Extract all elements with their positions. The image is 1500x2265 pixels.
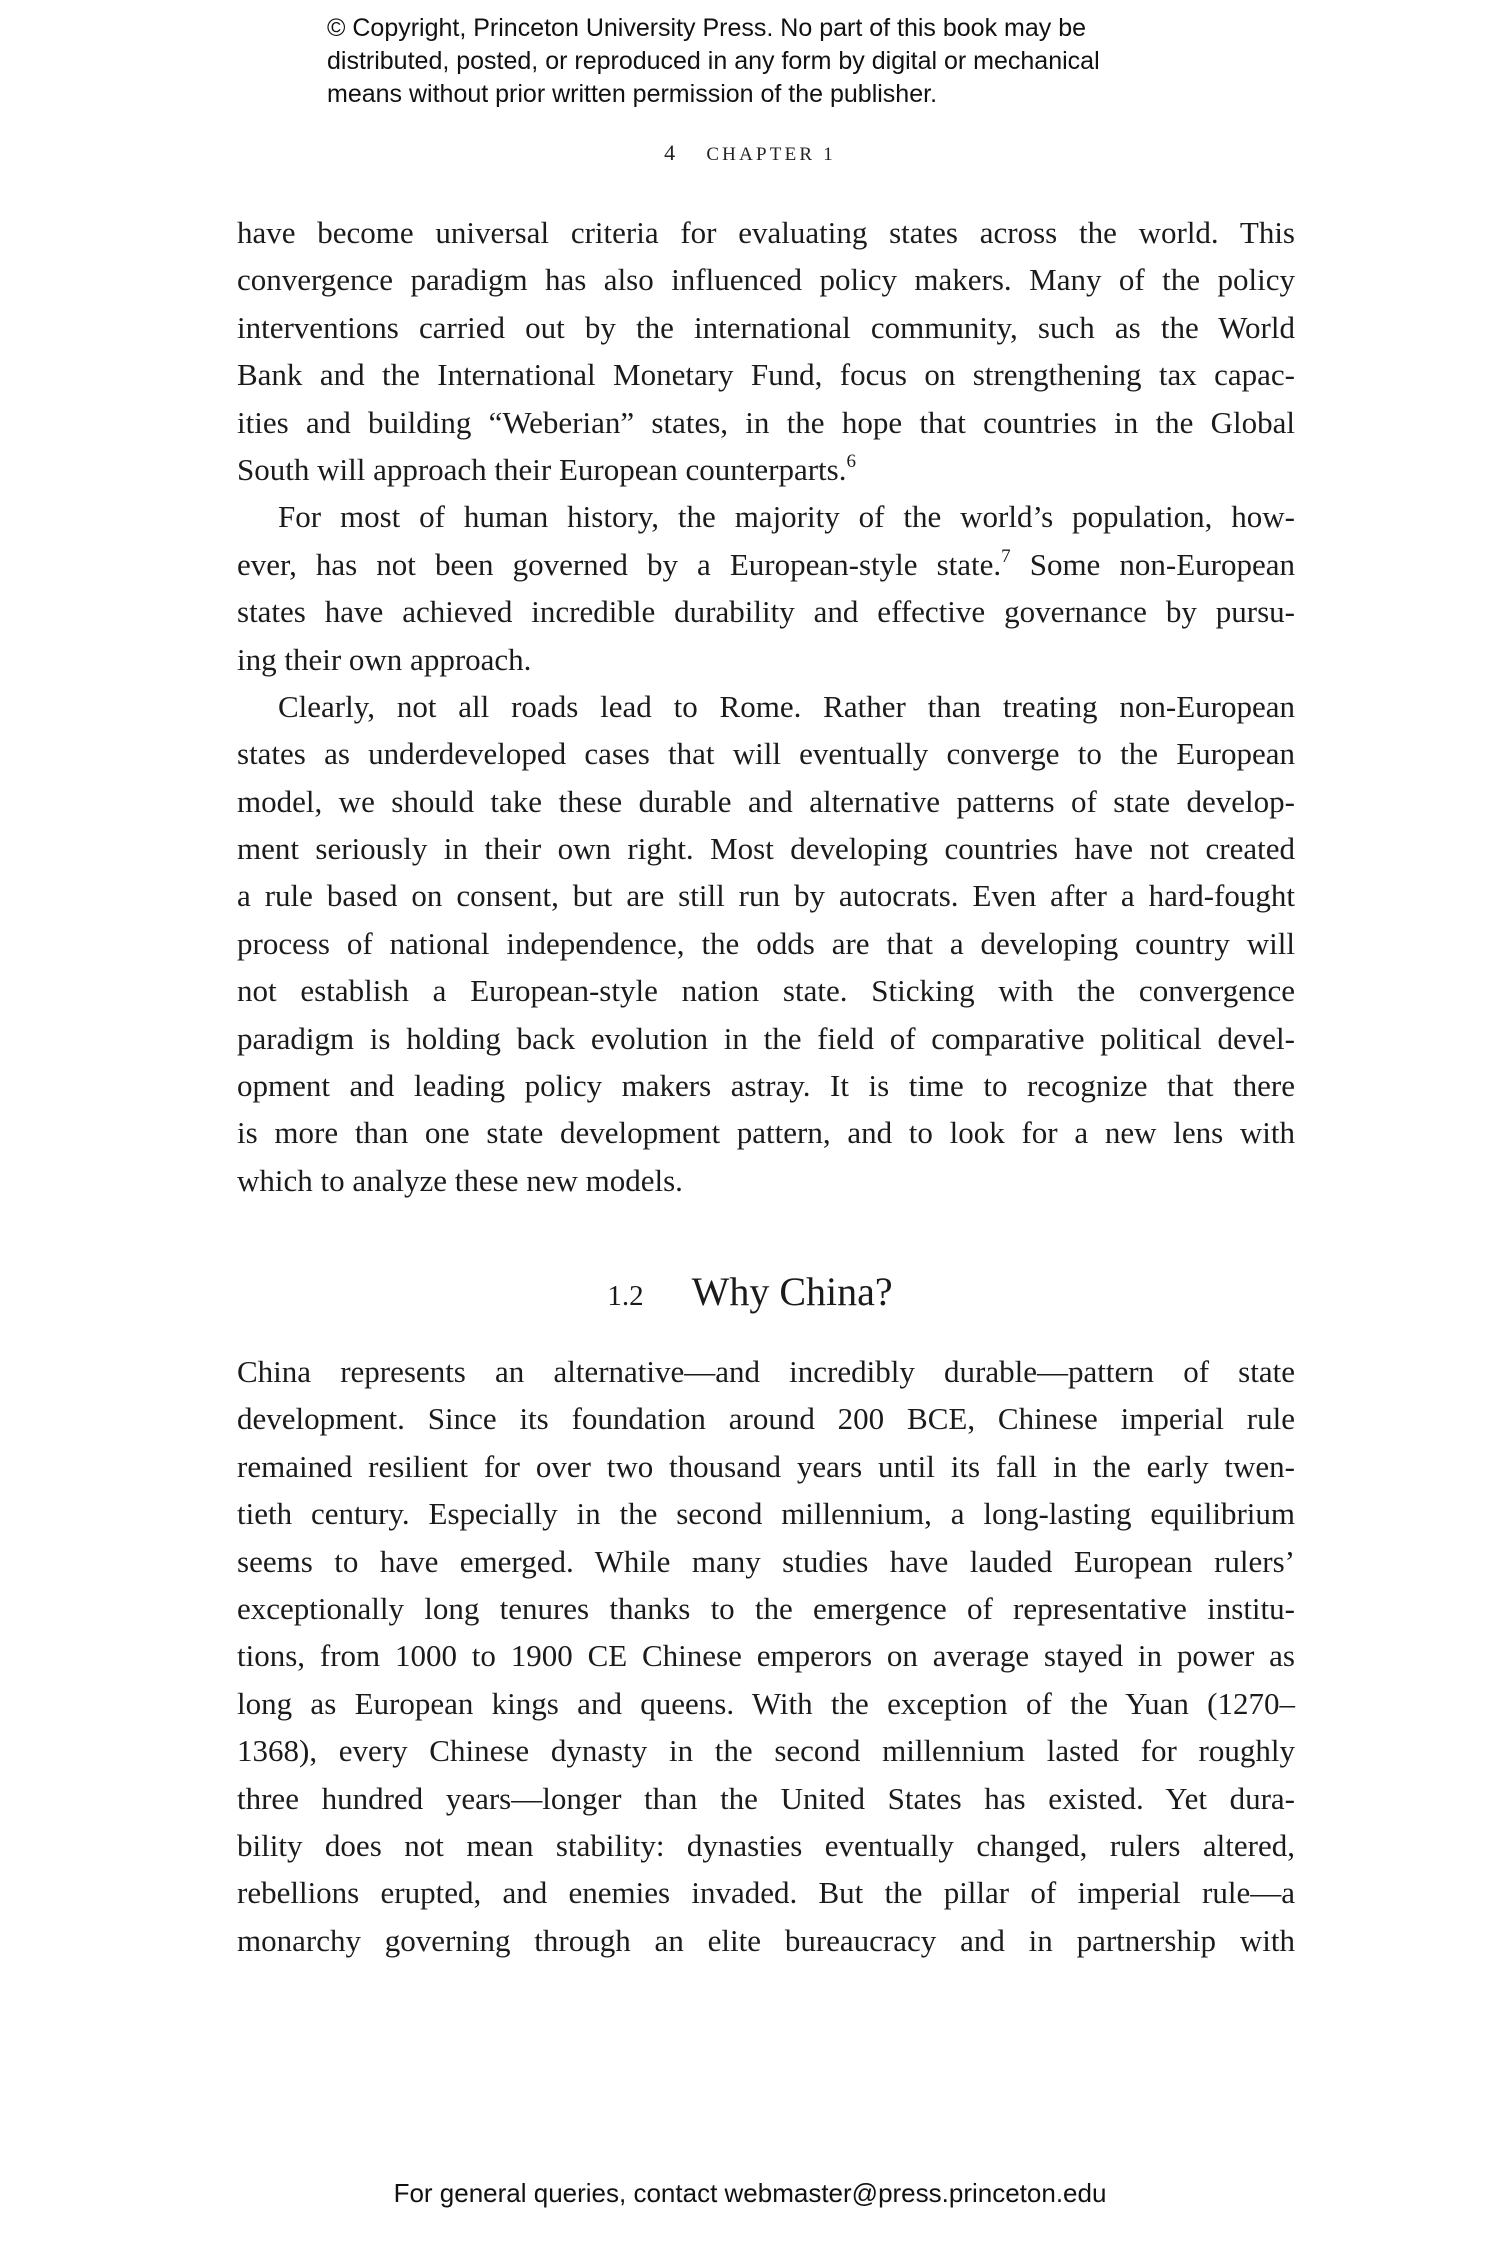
line-text: South will approach their European counterparts. <box>237 451 847 487</box>
running-head <box>0 138 1500 170</box>
copyright-line: means without prior written permission of the publisher. <box>327 80 938 108</box>
text-line: model, we should take these durable and alternative patterns of state develop- <box>237 783 1295 819</box>
text-line: bility does not mean stability: dynasties eventually changed, rulers altered, <box>237 1827 1295 1863</box>
paragraph <box>237 209 1295 493</box>
text-line <box>237 541 1295 588</box>
text-line: have become universal criteria for evaluating states across the world. This <box>237 215 1295 250</box>
footnote-ref-7[interactable]: 7 <box>1001 545 1011 567</box>
text-line: a rule based on consent, but are still run by autocrats. Even after a hard-fought <box>237 878 1295 914</box>
text-line: seems to have emerged. While many studies have lauded European rulers’ <box>237 1543 1295 1579</box>
section-title: Why China? <box>691 1269 893 1314</box>
text-line: rebellions erupted, and enemies invaded. But the pillar of imperial rule—a <box>237 1875 1295 1911</box>
text-line: convergence paradigm has also influenced policy makers. Many of the policy <box>237 262 1295 298</box>
copyright-line: © Copyright, Princeton University Press. No part of this book may be <box>327 14 1087 42</box>
text-line: development. Since its foundation around 200 BCE, Chinese imperial rule <box>237 1401 1295 1437</box>
text-line: exceptionally long tenures thanks to the emergence of representative institu- <box>237 1590 1295 1626</box>
chapter-label: CHAPTER 1 <box>706 144 836 165</box>
text-line <box>237 446 1295 493</box>
text-line: three hundred years—longer than the United States has existed. Yet dura- <box>237 1780 1295 1816</box>
text-line: ing their own approach. <box>237 641 532 677</box>
section-heading <box>0 1268 1500 1315</box>
paragraph <box>237 683 1295 1204</box>
text-line: ities and building “Weberian” states, in the hope that countries in the Global <box>237 404 1295 440</box>
paragraph <box>237 1348 1295 1964</box>
text-line: opment and leading policy makers astray. It is time to recognize that there <box>237 1068 1295 1104</box>
text-line: process of national independence, the odds are that a developing country will <box>237 925 1295 961</box>
text-line: states have achieved incredible durability and effective governance by pursu- <box>237 594 1295 630</box>
page-number: 4 <box>664 140 676 165</box>
text-line: tions, from 1000 to 1900 CE Chinese emperors on average stayed in power as <box>237 1638 1295 1674</box>
text-line: monarchy governing through an elite bureaucracy and in partnership with <box>237 1922 1295 1958</box>
section-1-body <box>237 209 1295 1204</box>
text-line: ment seriously in their own right. Most developing countries have not created <box>237 831 1295 867</box>
text-line: 1368), every Chinese dynasty in the second millennium lasted for roughly <box>237 1733 1295 1769</box>
text-line: not establish a European-style nation state. Sticking with the convergence <box>237 973 1295 1009</box>
copyright-line: distributed, posted, or reproduced in any form by digital or mechanical <box>327 47 1100 75</box>
text-line: paradigm is holding back evolution in the field of comparative political devel- <box>237 1020 1295 1056</box>
text-line: which to analyze these new models. <box>237 1162 683 1198</box>
footnote-ref-6[interactable]: 6 <box>846 450 856 472</box>
paragraph <box>237 493 1295 683</box>
text-line: is more than one state development pattern, and to look for a new lens with <box>237 1115 1295 1151</box>
line-text: ever, has not been governed by a European-style state. <box>237 546 1002 582</box>
text-line: tieth century. Especially in the second millennium, a long-lasting equilibrium <box>237 1496 1295 1532</box>
text-line: Clearly, not all roads lead to Rome. Rather than treating non-European <box>278 688 1295 724</box>
text-line: interventions carried out by the international community, such as the World <box>237 309 1295 345</box>
text-line: Bank and the International Monetary Fund, focus on strengthening tax capac- <box>237 357 1295 393</box>
text-line: China represents an alternative—and incredibly durable—pattern of state <box>237 1354 1295 1389</box>
text-line: remained resilient for over two thousand years until its fall in the early twen- <box>237 1448 1295 1484</box>
footer-contact: For general queries, contact webmaster@press.princeton.edu <box>393 2178 1107 2208</box>
copyright-notice <box>327 12 1187 111</box>
section-number: 1.2 <box>607 1280 644 1312</box>
section-2-body <box>237 1348 1295 1964</box>
text-line: For most of human history, the majority of the world’s population, how- <box>278 499 1295 535</box>
text-line: long as European kings and queens. With the exception of the Yuan (1270– <box>237 1685 1295 1721</box>
text-line: states as underdeveloped cases that will eventually converge to the European <box>237 736 1295 772</box>
line-text: Some non-European <box>1010 546 1295 582</box>
